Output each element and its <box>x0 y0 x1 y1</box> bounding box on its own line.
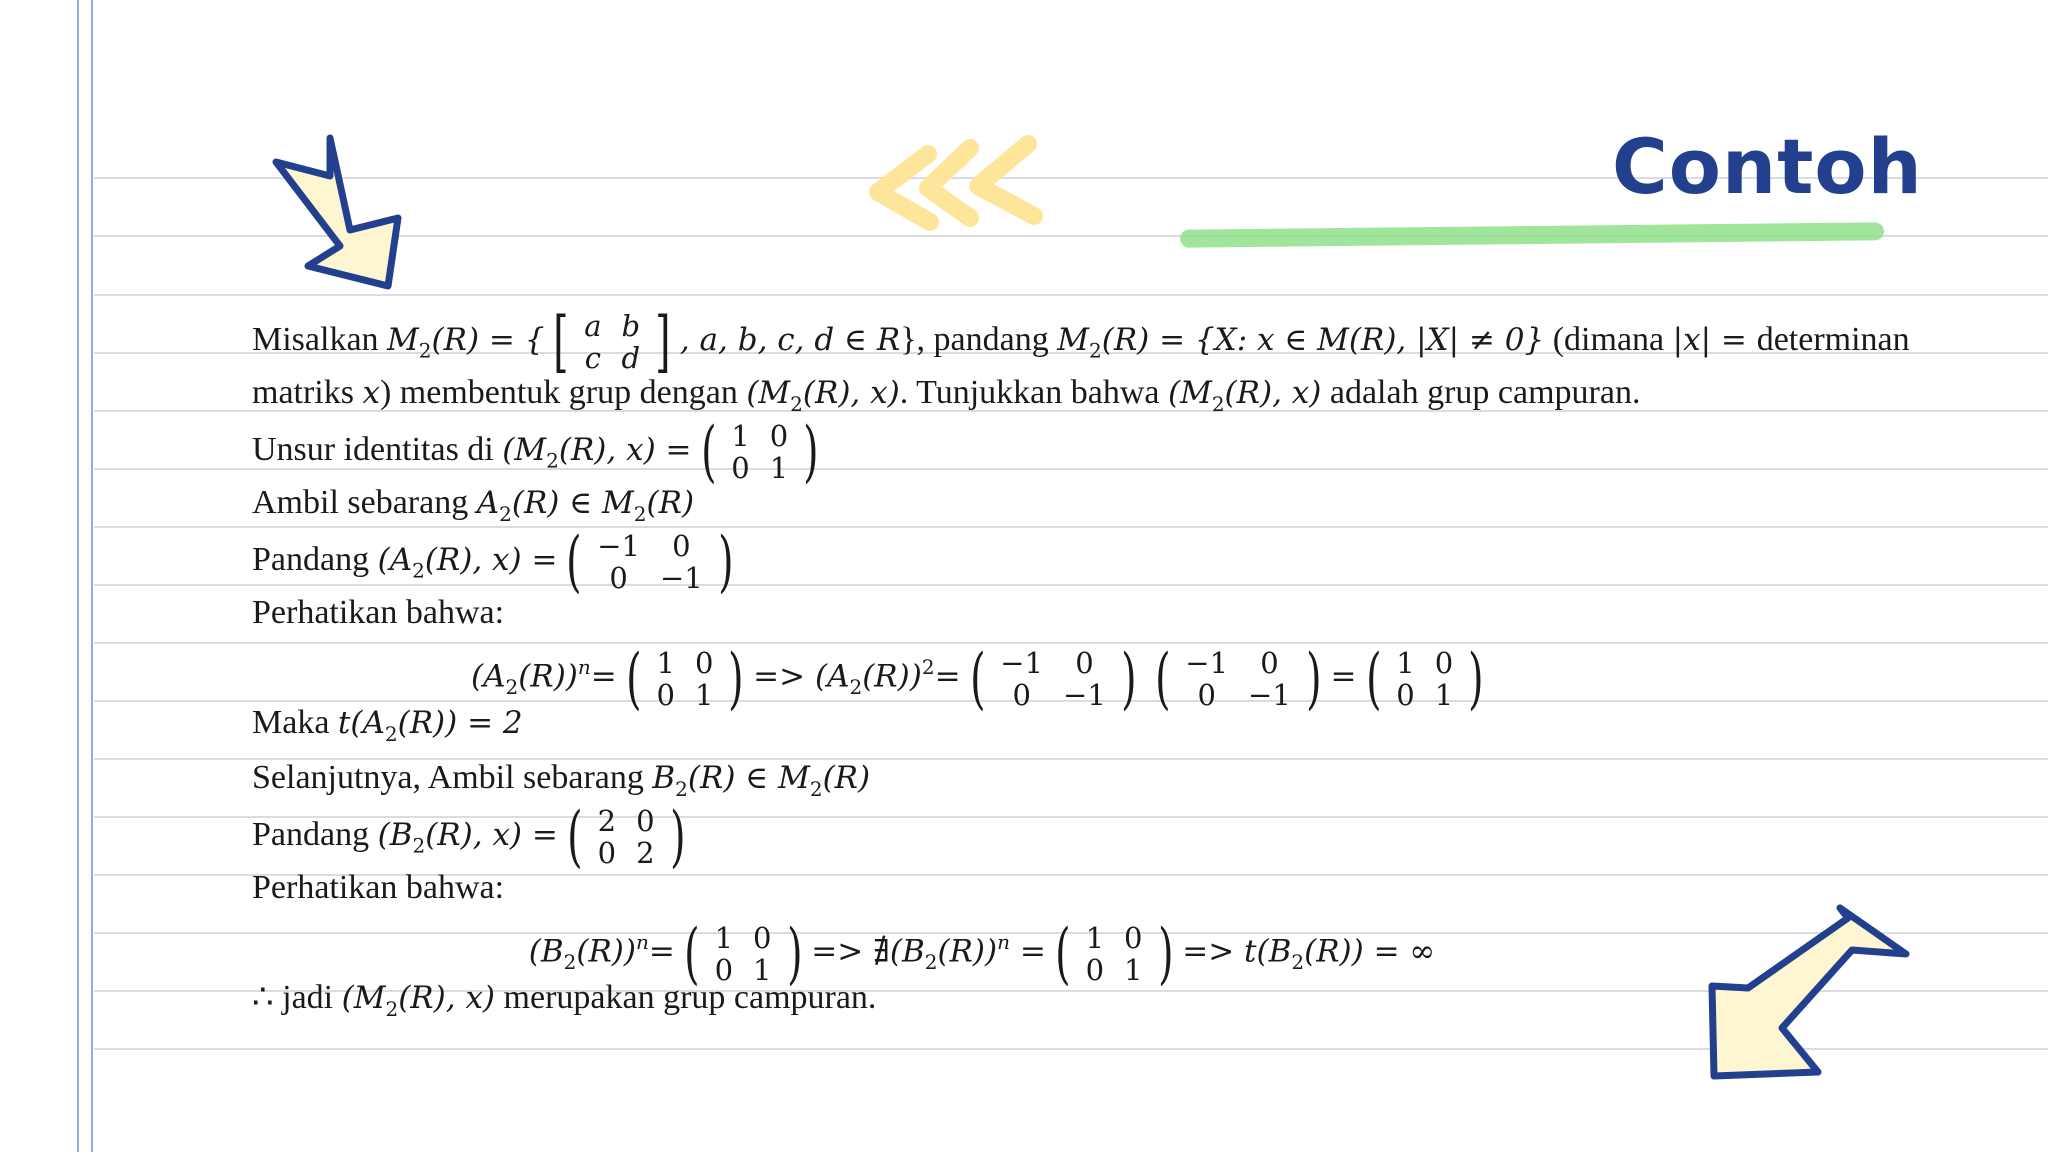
matrix-entry: 1 <box>694 677 714 712</box>
matrix-entry: 0 <box>656 677 675 712</box>
matrix-entry: 1 <box>1396 645 1415 680</box>
order-a2-result: Maka $t(A_2(R)) = 2$ <box>252 704 523 746</box>
matrix-entry: c <box>584 341 601 375</box>
matrix-entry: 0 <box>694 645 714 680</box>
matrix-entry: 0 <box>609 561 628 595</box>
consider-b2-line: Pandang ($B_2(R)$, x) = ( 2 0 0 2 ) <box>252 805 1872 860</box>
matrix-entry: 1 <box>731 419 750 453</box>
ruled-line <box>94 294 2048 296</box>
matrix-a2: ( −1 0 0 −1 ) <box>1154 639 1322 717</box>
matrix-entry: 1 <box>1124 952 1143 987</box>
matrix-entry: 1 <box>753 952 772 987</box>
matrix-entry: −1 <box>597 529 640 563</box>
identity-matrix: ( 1 0 0 1 ) <box>700 413 819 490</box>
identity-matrix: ( 1 0 0 1 ) <box>1054 914 1174 992</box>
matrix-entry: 0 <box>1396 677 1415 712</box>
matrix-entry: 0 <box>1012 677 1031 712</box>
matrix-entry: −1 <box>1185 645 1229 680</box>
matrix-entry: 1 <box>714 920 734 955</box>
matrix-entry: 0 <box>672 529 691 563</box>
margin-line-right <box>91 0 93 1152</box>
matrix-entry: 1 <box>769 451 789 485</box>
matrix-entry: 0 <box>1075 645 1094 680</box>
a2-order-equation: $(A_2(R))^n=$ ( 1 0 0 1 ) => $(A_2(R))^2=$ ( −1 0 0 −1 ) ( −1 0 0 −1 ) = ( 1 0 0 1 ) <box>252 640 1872 695</box>
take-b2-line: Selanjutnya, Ambil sebarang $B_2(R)$ ∈ $M_2(R)$ <box>252 759 871 801</box>
problem-statement-line-1: Misalkan $M_2(R)$ = { [ a b c d ] , a, b, c, d ∈ R}, pandang $M_2(R) = \{X$: x ∈ M(R), |X| ≠ 0} (dimana |x| = determinan <box>252 303 1910 380</box>
example-content <box>252 303 1910 1025</box>
matrix-entry: 1 <box>656 645 675 680</box>
problem-statement-line-2: matriks x) membentuk grup dengan ($M_2(R)$, x). Tunjukkan bahwa ($M_2(R)$, x) adalah grup campuran. <box>252 374 1641 416</box>
matrix-entry: −1 <box>1248 677 1291 712</box>
matrix-entry: b <box>621 309 641 343</box>
matrix-entry: a <box>584 309 602 343</box>
arrow-down-right-icon <box>262 130 412 290</box>
matrix-entry: 2 <box>597 804 617 838</box>
matrix-entry: 0 <box>731 451 750 485</box>
matrix-entry: 0 <box>1434 645 1454 680</box>
matrix-a2: ( −1 0 0 −1 ) <box>969 639 1137 717</box>
conclusion-line: ∴ jadi ($M_2(R)$, x) merupakan grup campuran. <box>252 979 877 1021</box>
matrix-entry: 0 <box>769 419 789 453</box>
notice-line-2: Perhatikan bahwa: <box>252 869 505 906</box>
matrix-entry: 0 <box>1085 952 1105 987</box>
matrix-entry: 2 <box>636 836 655 870</box>
page-title: Contoh <box>1612 122 1923 211</box>
matrix-entry: 0 <box>753 920 772 955</box>
matrix-entry: 1 <box>1434 677 1454 712</box>
matrix-entry: −1 <box>1000 645 1044 680</box>
chevrons-left-icon <box>858 134 1058 234</box>
matrix-entry: 0 <box>597 836 617 870</box>
matrix-entry: 0 <box>636 804 655 838</box>
matrix-entry: −1 <box>1063 677 1106 712</box>
matrix-entry: 1 <box>1085 920 1105 955</box>
matrix-entry: d <box>621 341 641 375</box>
matrix-entry: 0 <box>1197 677 1216 712</box>
matrix-entry: 0 <box>714 952 734 987</box>
matrix-b2: ( 2 0 0 2 ) <box>567 798 686 875</box>
b2-order-equation: $(B_2(R))^n=$ ( 1 0 0 1 ) => $∄(B_2(R))^n$ = ( 1 0 0 1 ) => $t(B_2(R))$ = ∞ <box>528 914 1436 992</box>
take-a2-line: Ambil sebarang $A_2(R)$ ∈ $M_2(R)$ <box>252 484 695 526</box>
identity-matrix: ( 1 0 0 1 ) <box>625 639 745 717</box>
matrix-abcd: [ a b c d ] <box>553 303 671 380</box>
identity-matrix: ( 1 0 0 1 ) <box>683 914 803 992</box>
matrix-entry: −1 <box>659 561 703 595</box>
identity-matrix: ( 1 0 0 1 ) <box>1365 639 1484 717</box>
notice-line-1: Perhatikan bahwa: <box>252 594 505 631</box>
matrix-entry: 0 <box>1124 920 1143 955</box>
matrix-a2: ( −1 0 0 −1 ) <box>566 523 734 600</box>
margin-line-left <box>77 0 79 1152</box>
title-highlight <box>1180 222 1884 247</box>
identity-element-line: Unsur identitas di ($M_2(R)$, x) = ( 1 0 0 1 ) <box>252 420 1872 475</box>
consider-a2-line: Pandang ($A_2(R)$, x) = ( −1 0 0 −1 ) <box>252 530 1872 585</box>
matrix-entry: 0 <box>1260 645 1279 680</box>
